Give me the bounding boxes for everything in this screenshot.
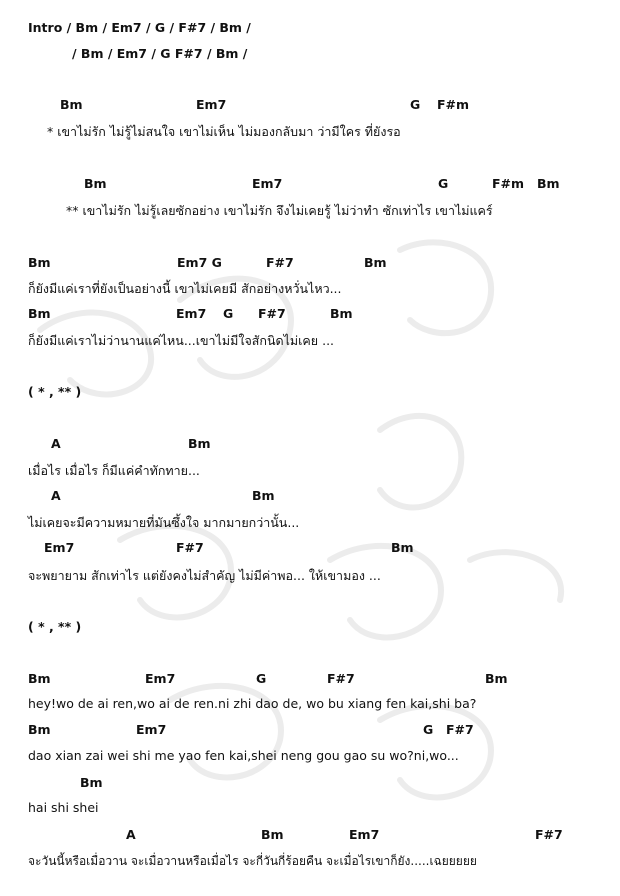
intro-line-2: / Bm / Em7 / G F#7 / Bm / [72,46,248,61]
chord: Em7 [196,97,227,112]
chord: F#7 [446,722,474,737]
chord: Bm [28,306,51,321]
chord: Bm [364,255,387,270]
chord: A [126,827,136,842]
chord: G [256,671,267,686]
chord: Bm [485,671,508,686]
verse-double-star-lyric: ** เขาไม่รัก ไม่รู้เลยซักอย่าง เขาไม่รัก จึงไม่เคยรู้ ไม่ว่าทำ ซักเท่าไร เขาไม่แคร์ [66,203,493,218]
chord: F#7 [327,671,355,686]
chinese3-lyric: hai shi shei [28,800,99,815]
chord: F#7 [176,540,204,555]
outro-lyric: จะวันนี้หรือเมื่อวาน จะเมื่อวานหรือเมื่อไร จะกี่วันกี่ร้อยคืน จะเมื่อไรเขาก็ยัง.....เฉยยยยย [28,854,477,868]
chord: G [223,306,234,321]
chord: Bm [60,97,83,112]
intro-line-1: Intro / Bm / Em7 / G / F#7 / Bm / [28,20,251,35]
bridge1-chords [0,436,620,452]
chord: Bm [252,488,275,503]
chord: G [410,97,421,112]
chord: Bm [537,176,560,191]
pre1-chords [0,255,620,271]
chord: F#7 [258,306,286,321]
chord: Em7 [252,176,283,191]
pre2-chords [0,306,620,322]
verse-double-star-chords [0,176,620,192]
chinese1-lyric: hey!wo de ai ren,wo ai de ren.ni zhi dao de, wo bu xiang fen kai,shi ba? [28,696,477,711]
outro-chords [0,827,620,843]
chord: Em7 [136,722,167,737]
chord: Bm [80,775,103,790]
verse-star-chords [0,97,620,113]
chord: F#m [437,97,470,112]
chord: Bm [28,255,51,270]
chinese2-lyric: dao xian zai wei shi me yao fen kai,shei neng gou gao su wo?ni,wo... [28,748,459,763]
chord: F#m [492,176,525,191]
repeat-marker: ( * , ** ) [28,619,82,634]
chord: A [51,436,61,451]
chord: Bm [84,176,107,191]
chord: Bm [261,827,284,842]
bridge3-chords [0,540,620,556]
pre1-lyric: ก็ยังมีแค่เราที่ยังเป็นอย่างนี้ เขาไม่เคยมี สักอย่างหวั่นไหว... [28,281,342,296]
chord: Bm [330,306,353,321]
chinese2-chords [0,722,620,738]
chord: Em7 [176,306,207,321]
chinese1-chords [0,671,620,687]
chord: Em7 [145,671,176,686]
bridge3-lyric: จะพยายาม สักเท่าไร แต่ยังคงไม่สำคัญ ไม่มีค่าพอ... ให้เขามอง ... [28,568,381,583]
chord: F#7 [266,255,294,270]
pre2-lyric: ก็ยังมีแค่เราไม่ว่านานแค่ไหน...เขาไม่มีใจสักนิดไม่เคย ... [28,333,335,348]
chord: G [423,722,434,737]
chord: Em7 G [177,255,222,270]
chord: Bm [188,436,211,451]
bridge2-lyric: ไม่เคยจะมีความหมายที่มันซึ้งใจ มากมายกว่านั้น... [28,515,300,530]
bridge2-chords [0,488,620,504]
verse-star-lyric: * เขาไม่รัก ไม่รู้ไม่สนใจ เขาไม่เห็น ไม่มองกลับมา ว่ามีใคร ที่ยังรอ [47,124,401,139]
chord: F#7 [535,827,563,842]
chinese3-chords [0,775,620,791]
chord: Bm [391,540,414,555]
bridge1-lyric: เมื่อไร เมื่อไร ก็มีแค่คำทักทาย... [28,463,200,478]
chord: Em7 [349,827,380,842]
chord: Em7 [44,540,75,555]
chord: Bm [28,722,51,737]
chord: Bm [28,671,51,686]
chord: G [438,176,449,191]
chord: A [51,488,61,503]
repeat-marker: ( * , ** ) [28,384,82,399]
